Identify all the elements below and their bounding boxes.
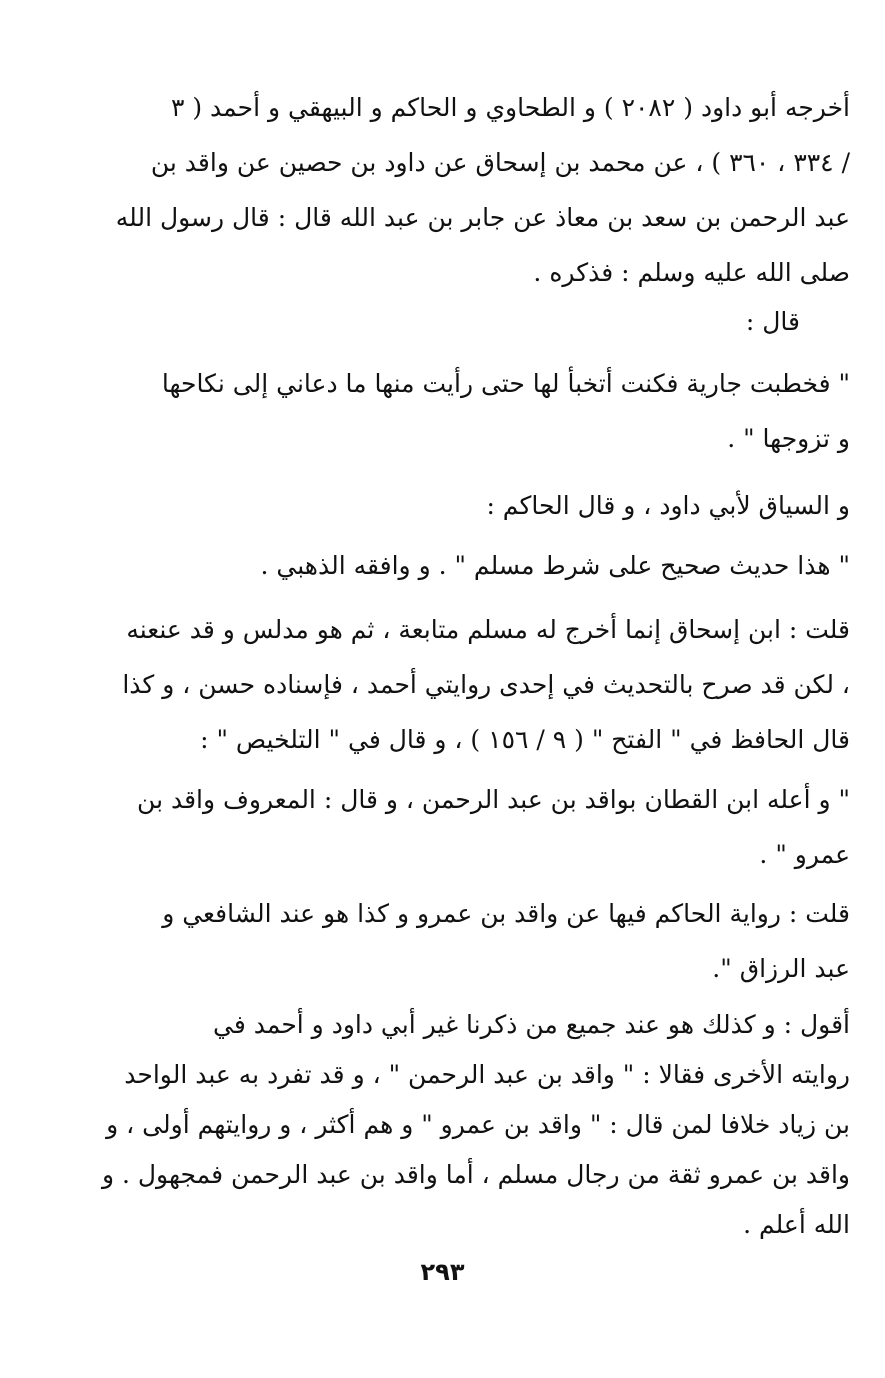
paragraph-hadith-quote bbox=[80, 356, 850, 466]
paragraph-hakim-quote bbox=[80, 538, 850, 593]
text-line: واقد بن عمرو ثقة من رجال مسلم ، أما واقد بن عبد الرحمن فمجهول . و bbox=[101, 1160, 850, 1189]
text-line: " هذا حديث صحيح على شرط مسلم " . و وافقه الذهبي . bbox=[260, 551, 850, 580]
text-line: أخرجه أبو داود ( ٢٠٨٢ ) و الطحاوي و الحاكم و البيهقي و أحمد ( ٣ bbox=[170, 93, 850, 122]
text-line: " فخطبت جارية فكنت أتخبأ لها حتى رأيت منها ما دعاني إلى نكاحها bbox=[161, 369, 850, 398]
paragraph-qala bbox=[80, 294, 850, 349]
text-line: بن زياد خلافا لمن قال : " واقد بن عمرو " و هم أكثر ، و روايتهم أولى ، و bbox=[106, 1110, 850, 1139]
text-line: و تزوجها " . bbox=[727, 424, 850, 453]
text-line: قلت : رواية الحاكم فيها عن واقد بن عمرو و كذا هو عند الشافعي و bbox=[162, 899, 850, 928]
page-number: ٢٩٣ bbox=[420, 1258, 465, 1286]
text-line: / ٣٣٤ ، ٣٦٠ ) ، عن محمد بن إسحاق عن داود بن حصين عن واقد بن bbox=[150, 148, 850, 177]
text-line: الله أعلم . bbox=[743, 1210, 850, 1239]
text-line: ، لكن قد صرح بالتحديث في إحدى روايتي أحمد ، فإسناده حسن ، و كذا bbox=[122, 670, 850, 699]
text-line: صلى الله عليه وسلم : فذكره . bbox=[533, 258, 850, 287]
paragraph-ibn-qattan-quote bbox=[80, 772, 850, 882]
paragraph-siyaq bbox=[80, 478, 850, 533]
text-line: و السياق لأبي داود ، و قال الحاكم : bbox=[486, 491, 850, 520]
text-line: قال الحافظ في " الفتح " ( ٩ / ١٥٦ ) ، و قال في " التلخيص " : bbox=[200, 725, 850, 754]
paragraph-aqulu bbox=[80, 1000, 850, 1250]
text-line: عبد الرحمن بن سعد بن معاذ عن جابر بن عبد الله قال : قال رسول الله bbox=[115, 203, 850, 232]
text-line: " و أعله ابن القطان بواقد بن عبد الرحمن ، و قال : المعروف واقد بن bbox=[137, 785, 850, 814]
text-line: عمرو " . bbox=[759, 840, 850, 869]
text-line: عبد الرزاق ". bbox=[712, 954, 850, 983]
text-line: أقول : و كذلك هو عند جميع من ذكرنا غير أبي داود و أحمد في bbox=[213, 1010, 850, 1039]
text-line: قال : bbox=[745, 307, 800, 336]
text-line: قلت : ابن إسحاق إنما أخرج له مسلم متابعة ، ثم هو مدلس و قد عنعنه bbox=[126, 615, 850, 644]
paragraph-qultu-2 bbox=[80, 886, 850, 996]
text-line: روايته الأخرى فقالا : " واقد بن عبد الرحمن " ، و قد تفرد به عبد الواحد bbox=[124, 1060, 850, 1089]
paragraph-qultu-1 bbox=[80, 602, 850, 767]
paragraph-takhrij bbox=[80, 80, 850, 300]
